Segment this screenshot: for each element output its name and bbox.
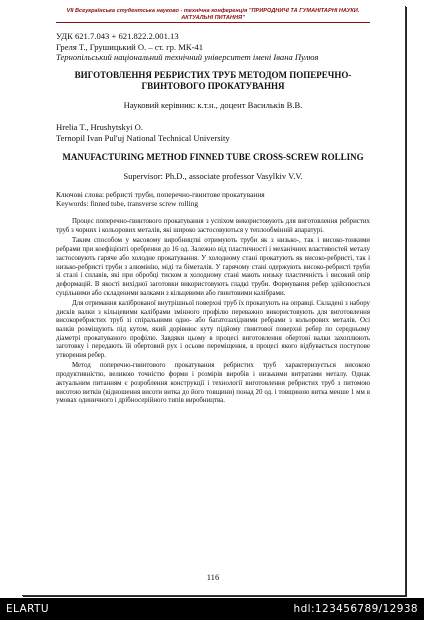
conference-header: VII Всеукраїнська студентська науково - технічна конференція "ПРИРОДНИЧІ ТА ГУМАНІТАРНІ НАУКИ. АКТУАЛЬНІ ПИТАННЯ" (56, 8, 370, 23)
page-number: 116 (206, 572, 220, 582)
article-body (56, 218, 370, 406)
english-authors-block (56, 122, 370, 143)
viewer-footer-bar (0, 598, 424, 620)
keywords-uk: Ключові слова: ребристі труби, поперечно-гвинтове прокатування (56, 190, 265, 200)
authors-uk: Греля Т., Грушицький О. – ст. гр. МК-41 (56, 41, 204, 52)
supervisor-en: Supervisor: Ph.D., associate professor Vasylkiv V.V. (123, 171, 303, 182)
page-content (56, 8, 370, 582)
paragraph: Процес поперечно-гвинтового прокатування з успіхом використовують для виготовлення ребристих труб з чорних і кольорових металів, які широко застосовуються у теплообмінній апаратурі. (56, 218, 370, 235)
repository-label: ELARTU (6, 603, 49, 615)
handle-identifier: hdl:123456789/12938 (293, 603, 418, 615)
keywords-block (56, 190, 370, 208)
paragraph: Для отримання каліброваної внутрішньої поверхні труб їх прокатують на оправці. Складені з набору дисків валки з кільцевими калібрами змінного профілю переважно використовують для виготовлення високоребристих труб зі спіральними одно- або багатозахідними ребрами з кольорових металів. Осі валків розміщують під кутом, який дорівнює куту підйому гвинтової поверхні ребер по середньому діаметрі прокатуваного профілю. Завдяки цьому в процесі виготовлення обертові валки захоплюють заготовку і передають їй обертовий рух і осьове переміщення, в процесі якого відбувається поступове утворення ребер. (56, 299, 370, 360)
paragraph: Метод поперечно-гвинтового прокатування ребристих труб характеризується високою продуктивністю, великою точністю форми і розмірів виробів і низькими витратами металу. Однак актуальним питанням є розроблення конструкції і технології виготовлення ребристих труб з питомою висотою витків (відношення висоти витка до його товщини) понад 20 од. і товщиною витка менше 1 мм в умовах одиничного і дрібносерійного типів виробництва. (56, 362, 370, 405)
paragraph: Таким способом у масовому виробництві отримують труби як з низько-, так і високо-тонкими ребрами при коефіцієнті оребрення до 16 од. Залежно від пластичності і механічних властивостей металу застосовують гаряче або холодне прокатування. У холодному стані прокатують як високо-ребристі, так і низько-ребристі труби з алюмінію, міді та біметалів. У гарячому стані одержують високо-ребристі труби зі сталі і сплавів, які при обробці тиском в холодному стані мають низьку пластичність і високий опір деформацій. В якості вихідної заготовки використовують гладкі труби. Формування ребер здійснюється суцільними або складеними валками з кільцевими або гвинтовими калібрами. (56, 237, 370, 297)
metadata-block (56, 31, 370, 62)
keywords-en: Keywords: finned tube, transverse screw rolling (56, 199, 199, 209)
university-en: Ternopil Ivan Pul'uj National Technical University (56, 132, 230, 143)
university-uk: Тернопільський національний технічний університет імені Івана Пулюя (56, 52, 319, 62)
authors-en: Hrelia T., Hrushytskyi O. (56, 122, 144, 133)
title-uk: ВИГОТОВЛЕННЯ РЕБРИСТИХ ТРУБ МЕТОДОМ ПОПЕРЕЧНО-ГВИНТОВОГО ПРОКАТУВАННЯ (74, 70, 352, 91)
title-en: MANUFACTURING METHOD FINNED TUBE CROSS-SCREW ROLLING (62, 152, 364, 163)
supervisor-uk: Науковий керівник: к.т.н., доцент Васильків В.В. (123, 100, 303, 111)
udc-code: УДК 621.7.043 + 621.822.2.001.13 (56, 31, 179, 42)
